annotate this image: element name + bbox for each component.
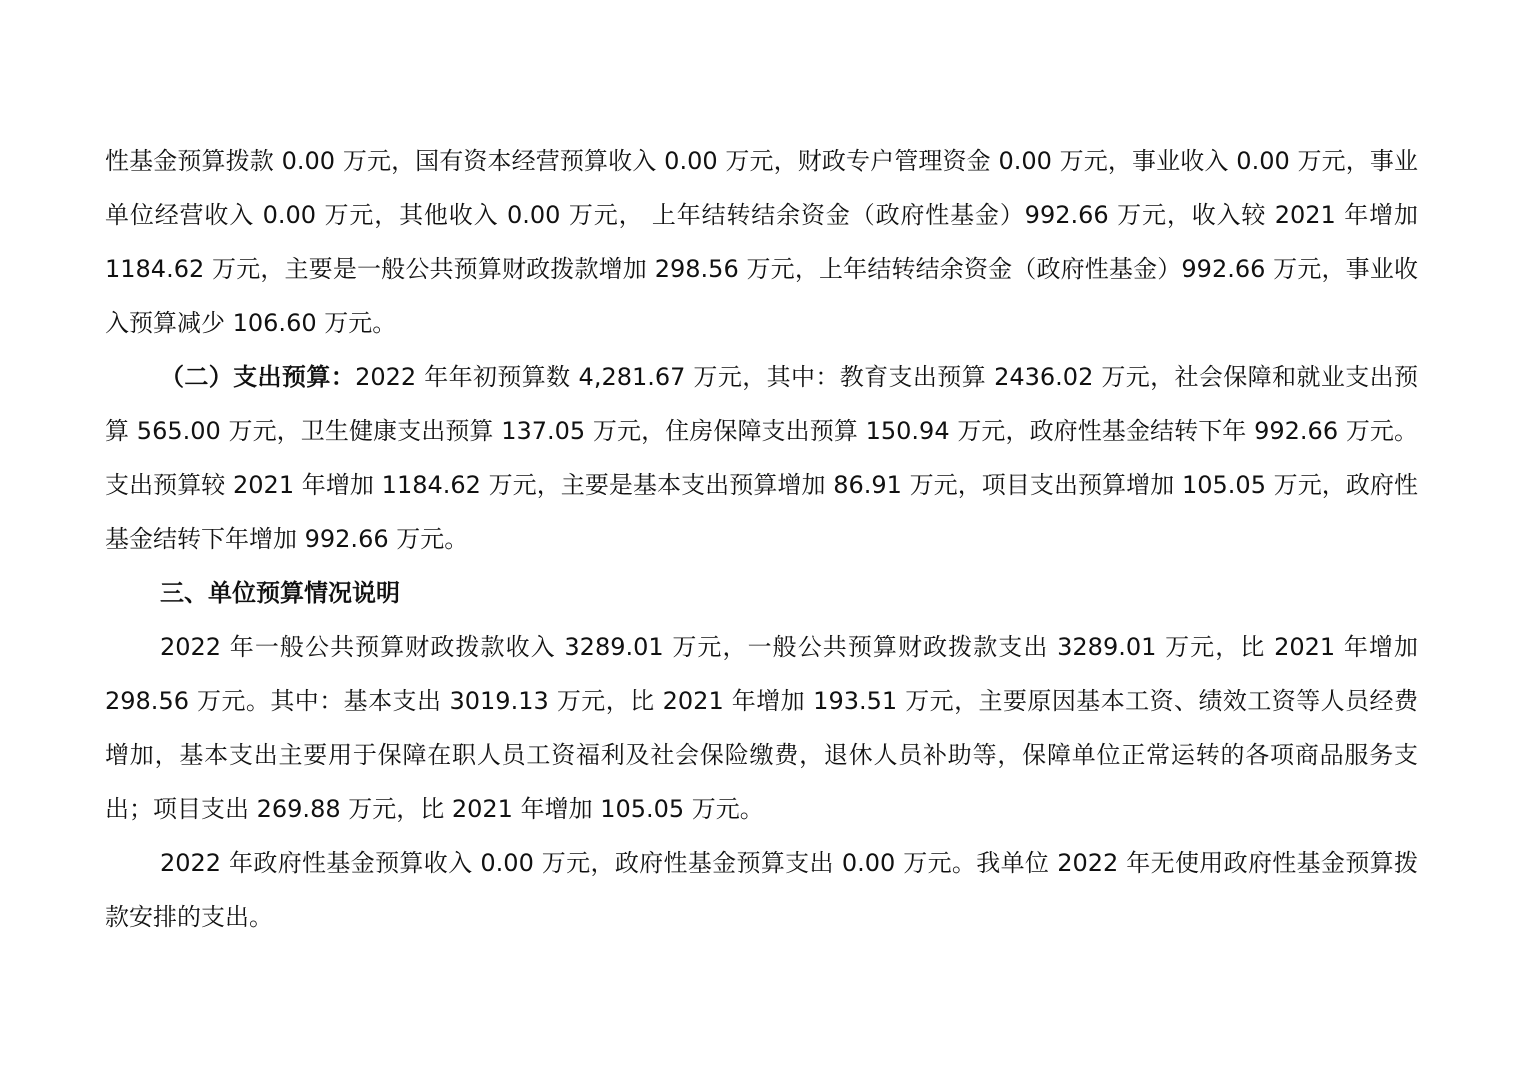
document-page	[105, 134, 1418, 944]
expenditure-budget-text: 2022 年年初预算数 4,281.67 万元，其中：教育支出预算 2436.02 万元，社会保障和就业支出预算 565.00 万元，卫生健康支出预算 137.05 万元，住房保障支出预算 150.94 万元，政府性基金结转下年 992.66 万元。支出预算较 2021 年增加 1184.62 万元，主要是基本支出预算增加 86.91 万元，项目支出预算增加 105.05 万元，政府性基金结转下年增加 992.66 万元。	[105, 363, 1419, 553]
general-budget-paragraph: 2022 年一般公共预算财政拨款收入 3289.01 万元，一般公共预算财政拨款支出 3289.01 万元，比 2021 年增加 298.56 万元。其中：基本支出 3019.13 万元，比 2021 年增加 193.51 万元，主要原因基本工资、绩效工资等人员经费增加，基本支出主要用于保障在职人员工资福利及社会保险缴费，退休人员补助等，保障单位正常运转的各项商品服务支出；项目支出 269.88 万元，比 2021 年增加 105.05 万元。	[105, 633, 1418, 823]
gov-fund-paragraph: 2022 年政府性基金预算收入 0.00 万元，政府性基金预算支出 0.00 万元。我单位 2022 年无使用政府性基金预算拨款安排的支出。	[105, 849, 1418, 931]
expenditure-budget-label: （二）支出预算：	[160, 363, 356, 391]
expenditure-budget-paragraph	[105, 350, 1418, 566]
income-budget-paragraph: 性基金预算拨款 0.00 万元，国有资本经营预算收入 0.00 万元，财政专户管理资金 0.00 万元，事业收入 0.00 万元，事业单位经营收入 0.00 万元，其他收入 0.00 万元， 上年结转结余资金（政府性基金）992.66 万元，收入较 2021 年增加 1184.62 万元，主要是一般公共预算财政拨款增加 298.56 万元，上年结转结余资金（政府性基金）992.66 万元，事业收入预算减少 106.60 万元。	[105, 147, 1418, 337]
section-heading-unit-budget: 三、单位预算情况说明	[160, 579, 400, 607]
